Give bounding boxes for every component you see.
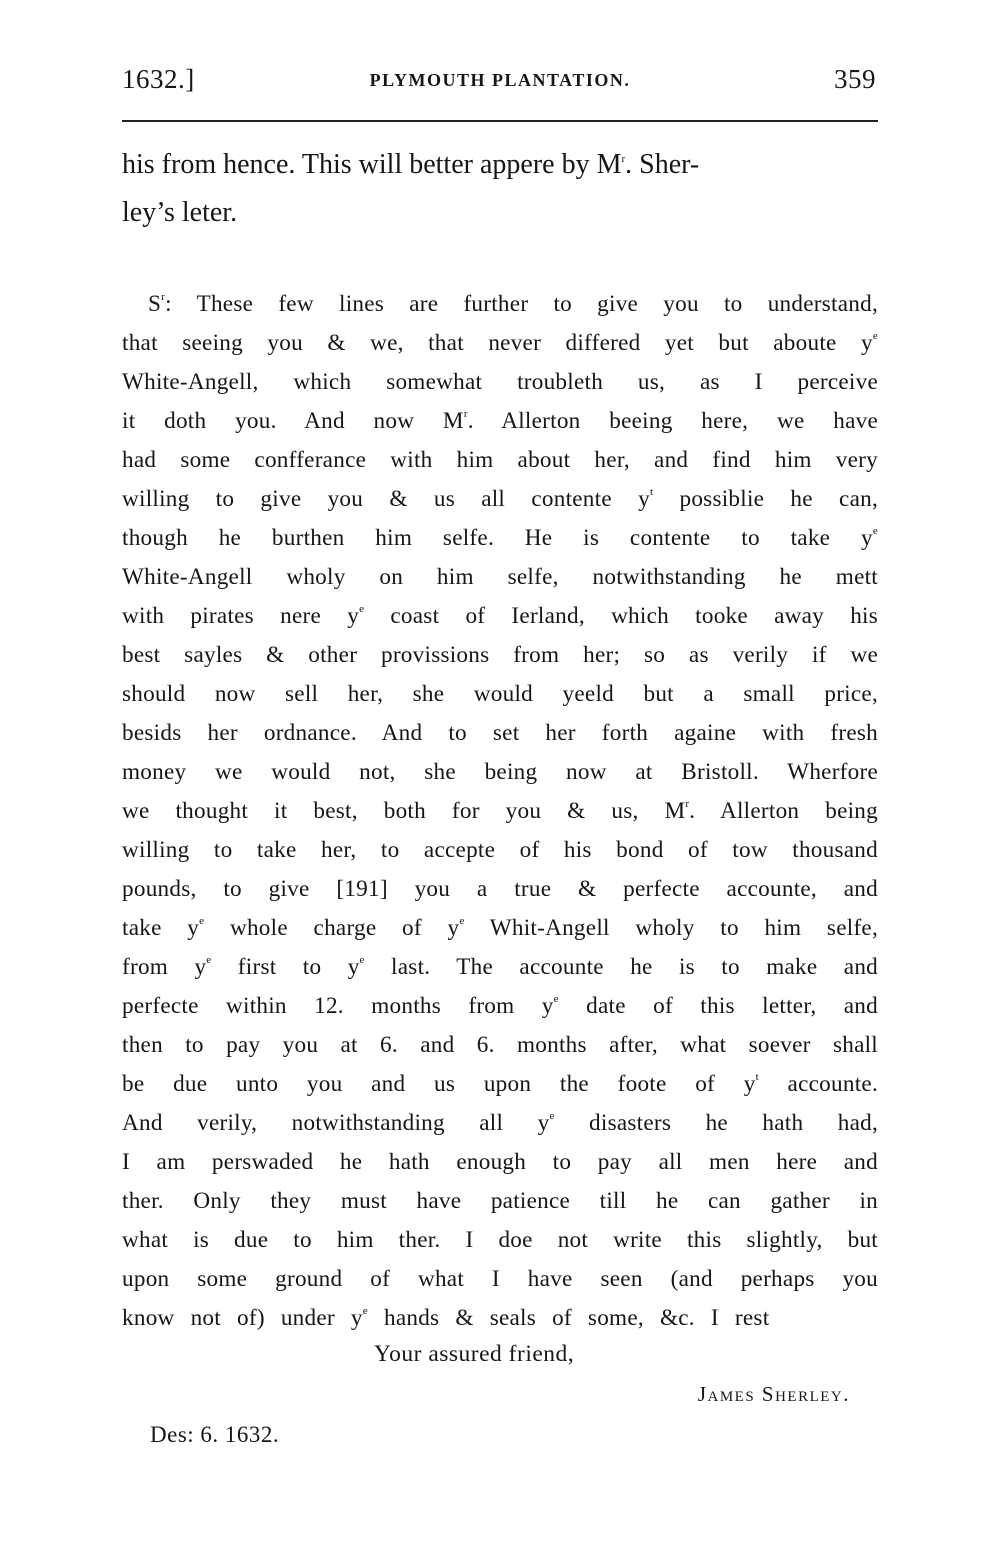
letter-body <box>122 285 878 1338</box>
text-line: White-Angell wholy on him selfe, notwithstanding he mett <box>122 564 878 590</box>
text-line: know not of) under $y^e$ hands & seals of some, &c. I rest <box>122 1305 770 1331</box>
text-line: $S^r$: These few lines are further to give you to understand, <box>148 291 878 317</box>
text-line: though he burthen him selfe. He is contente to take $y^e$ <box>122 525 878 551</box>
text-line: willing to give you & us all contente $y^t$ possiblie he can, <box>122 486 878 512</box>
text-line: pounds, to give [191] you a true & perfecte accounte, and <box>122 876 878 902</box>
text-line: we thought it best, both for you & us, $M^r$. Allerton being <box>122 798 878 824</box>
header-rule <box>122 120 878 122</box>
running-head <box>122 64 878 98</box>
header-year: 1632.] <box>122 64 195 94</box>
text-line: White-Angell, which somewhat troubleth us, as I perceive <box>122 369 878 395</box>
page-number: 359 <box>834 64 876 94</box>
text-line: besids her ordnance. And to set her forth againe with fresh <box>122 720 878 746</box>
text-line: ther. Only they must have patience till he can gather in <box>122 1188 878 1214</box>
text-line: that seeing you & we, that never differed yet but aboute $y^e$ <box>122 330 878 356</box>
text-line: And verily, notwithstanding all $y^e$ disasters he hath had, <box>122 1110 878 1136</box>
text-line: money we would not, she being now at Bristoll. Wherfore <box>122 759 878 785</box>
text-line: take $y^e$ whole charge of $y^e$ Whit-Angell wholy to him selfe, <box>122 915 878 941</box>
text-line: be due unto you and us upon the foote of $y^t$ accounte. <box>122 1071 878 1097</box>
text-line: from $y^e$ first to $y^e$ last. The accounte he is to make and <box>122 954 879 980</box>
text-line: should now sell her, she would yeeld but a small price, <box>122 681 878 707</box>
text-line: ley’s leter. <box>122 197 238 228</box>
text-line: willing to take her, to accepte of his bond of tow thousand <box>122 837 878 863</box>
text-line: what is due to him ther. I doe not write this slightly, but <box>122 1227 878 1253</box>
text-line: then to pay you at 6. and 6. months after, what soever shall <box>122 1032 878 1058</box>
text-line: had some confferance with him about her, and find him very <box>122 447 878 473</box>
letter-date: Des: 6. 1632. <box>150 1422 280 1447</box>
text-line: it doth you. And now $M^r$. Allerton beeing here, we have <box>122 408 878 434</box>
text-line: his from hence. This will better appere by $M^r$. Sher- <box>122 149 700 180</box>
letter-signature: James Sherley. <box>697 1382 850 1406</box>
text-line: upon some ground of what I have seen (and perhaps you <box>122 1266 878 1292</box>
text-line: I am perswaded he hath enough to pay all men here and <box>122 1149 878 1175</box>
intro-paragraph <box>122 145 878 241</box>
letter-closing: Your assured friend, <box>374 1341 575 1367</box>
text-line: perfecte within 12. months from $y^e$ date of this letter, and <box>122 993 878 1019</box>
header-title: PLYMOUTH PLANTATION. <box>369 70 631 90</box>
text-line: with pirates nere $y^e$ coast of Ierland, which tooke away his <box>122 603 879 629</box>
text-line: best sayles & other provissions from her; so as verily if we <box>122 642 878 668</box>
